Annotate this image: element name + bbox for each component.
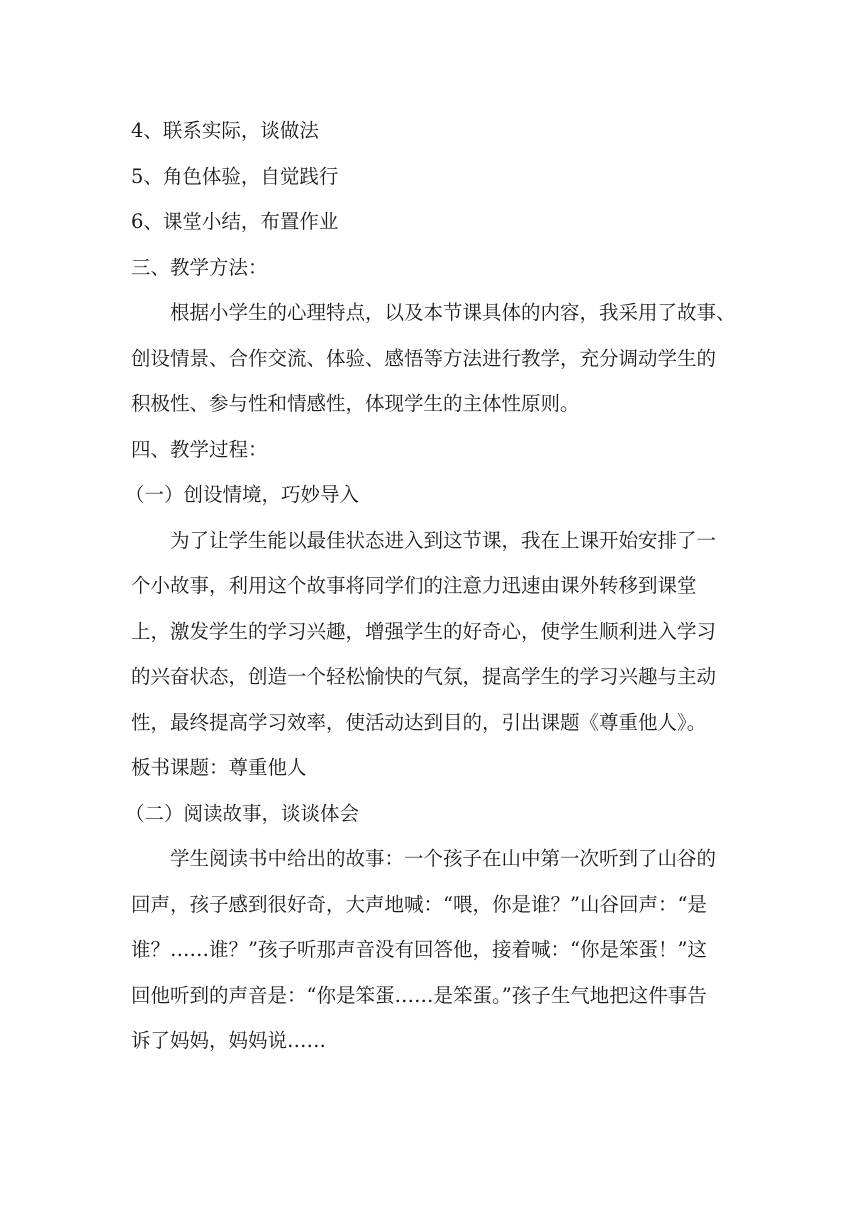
document-body — [125, 108, 736, 1064]
board-title: 板书课题：尊重他人 — [131, 756, 307, 779]
paragraph-line: 回声，孩子感到很好奇，大声地喊：“喂，你是谁？”山谷回声：“是 — [131, 892, 707, 916]
paragraph-line: 的兴奋状态，创造一个轻松愉快的气氛，提高学生的学习兴趣与主动 — [131, 665, 717, 688]
list-item: 6、课堂小结，布置作业 — [131, 210, 339, 233]
paragraph-line: 个小故事，利用这个故事将同学们的注意力迅速由课外转移到课堂 — [131, 574, 697, 597]
paragraph-line: 性，最终提高学习效率，使活动达到目的，引出课题《尊重他人》。 — [131, 710, 707, 734]
list-item: 4、联系实际，谈做法 — [131, 119, 319, 142]
list-item: 5、角色体验，自觉践行 — [131, 164, 339, 188]
paragraph-teaching-methods — [131, 290, 736, 427]
paragraph-line: 为了让学生能以最佳状态进入到这节课，我在上课开始安排了一 — [170, 528, 717, 552]
paragraph-line: 回他听到的声音是：“你是笨蛋……是笨蛋。”孩子生气地把这件事告 — [131, 983, 707, 1007]
paragraph-story — [131, 836, 731, 1064]
paragraph-intro — [131, 518, 731, 746]
subsection-heading-story: （二）阅读故事，谈谈体会 — [125, 801, 360, 825]
paragraph-line: 创设情景、合作交流、体验、感悟等方法进行教学，充分调动学生的 — [131, 346, 717, 370]
section-heading-teaching-methods: 三、教学方法： — [131, 255, 268, 279]
paragraph-line: 上，激发学生的学习兴趣，增强学生的好奇心，使学生顺利进入学习 — [131, 619, 717, 643]
paragraph-line: 根据小学生的心理特点，以及本节课具体的内容，我采用了故事、 — [170, 301, 736, 324]
section-heading-teaching-process: 四、教学过程： — [131, 437, 268, 461]
paragraph-line: 谁？……谁？”孩子听那声音没有回答他，接着喊：“你是笨蛋！”这 — [131, 938, 707, 961]
paragraph-line: 学生阅读书中给出的故事：一个孩子在山中第一次听到了山谷的 — [170, 847, 717, 870]
subsection-heading-intro: （一）创设情境，巧妙导入 — [125, 483, 360, 506]
paragraph-line: 积极性、参与性和情感性，体现学生的主体性原则。 — [131, 392, 580, 415]
paragraph-line: 诉了妈妈，妈妈说…… — [131, 1029, 327, 1052]
